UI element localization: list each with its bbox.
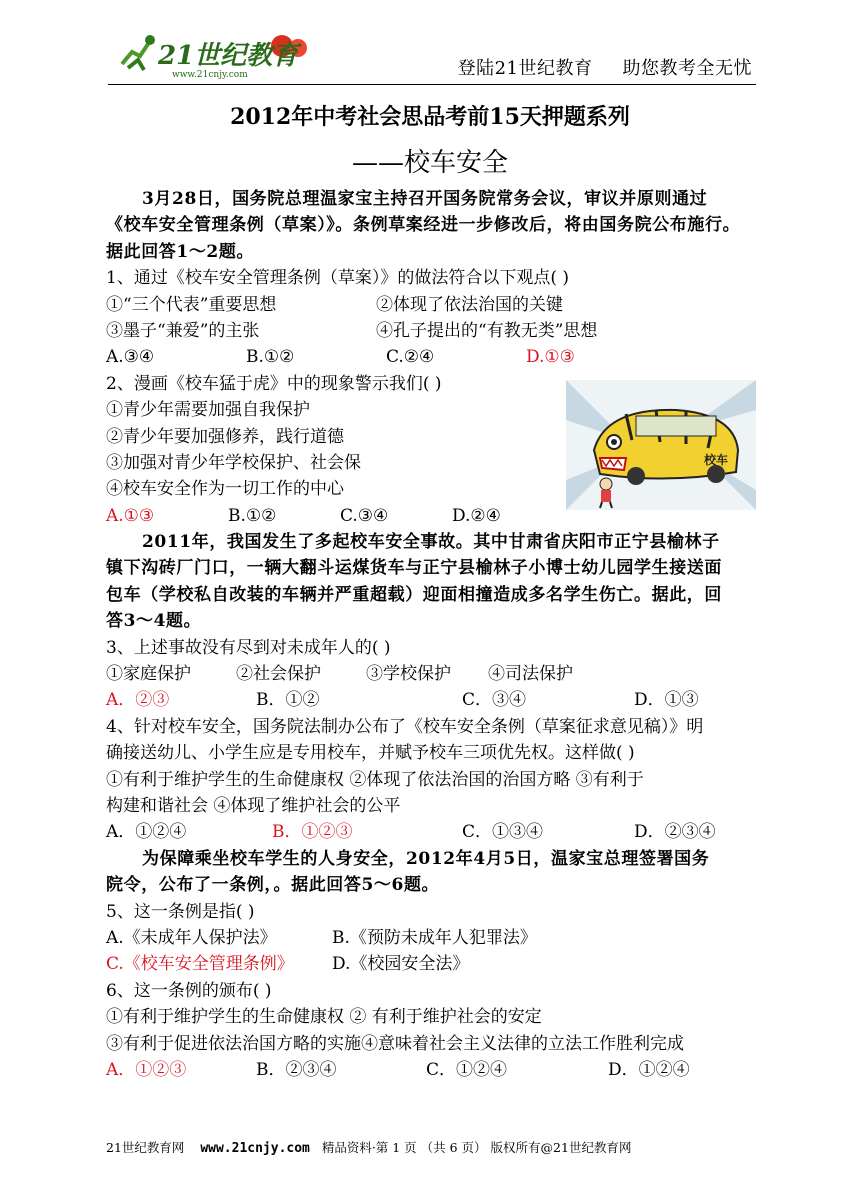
svg-text:校车: 校车 [704,453,729,467]
question-4-line: 4、针对校车安全，国务院法制办公布了《校车安全条例（草案征求意见稿）》明 [106,716,704,737]
q4-option-a: A．①②④ [106,822,187,843]
q2-item: ③加强对青少年学校保护、社会保 [106,452,361,473]
q3-item: ③学校保护 [366,664,451,685]
q1-option-c: C.②④ [386,347,435,368]
page-footer [106,1138,758,1156]
q1-options [106,344,758,370]
header-slogan [458,54,752,80]
q1-option-d-answer: D.①③ [526,347,575,368]
q5-option-b: B.《预防未成年人犯罪法》 [332,927,537,948]
footer-url[interactable]: www.21cnjy.com [200,1141,310,1156]
q3-item: ④司法保护 [488,664,573,685]
q4-options [106,819,758,845]
question-4-line: 确接送幼儿、小学生应是专用校车，并赋予校车三项优先权。这样做( ) [106,743,635,764]
q1-option-b: B.①② [246,347,295,368]
intro2-line: 2011年，我国发生了多起校车安全事故。其中甘肃省庆阳市正宁县榆林子 [142,532,720,553]
q6-option-b: B．②③④ [256,1059,337,1080]
q1-item: ③墨子“兼爱”的主张 [106,320,260,341]
intro3-line: 院令，公布了一条例，。据此回答5～6题。 [106,875,440,896]
q5-option-a: A.《未成年人保护法》 [106,927,277,948]
footer-info: 精品资料·第 1 页 （共 6 页） 版权所有@21世纪教育网 [321,1140,632,1155]
q6-options [106,1057,758,1083]
page-title: 2012年中考社会思品考前15天押题系列 [230,104,630,130]
intro3-line: 为保障乘坐校车学生的人身安全，2012年4月5日，温家宝总理签署国务 [142,848,710,869]
q2-option-a-answer: A.①③ [106,505,155,526]
q5-options-row [106,951,758,977]
q3-items [106,661,758,687]
page-subtitle: ——校车安全 [351,148,508,178]
q5-option-c-answer: C.《校车安全管理条例》 [106,954,294,975]
q5-option-d: D.《校园安全法》 [332,954,470,975]
intro1-line: 3月28日，国务院总理温家宝主持召开国务院常务会议，审议并原则通过 [142,189,708,209]
q3-option-b: B．①② [256,690,320,711]
q4-option-b-answer: B．①②③ [272,822,353,843]
slogan-left: 登陆21世纪教育 [457,58,593,79]
q3-options [106,687,758,713]
q2-option-b: B.①② [228,505,277,526]
q1-option-a: A.③④ [106,347,155,368]
21cnjy-logo [114,30,314,80]
q1-item: ④孔子提出的“有教无类”思想 [376,320,598,341]
document-body [106,186,758,1083]
intro1-line: 《校车安全管理条例（草案）》。条例草案经进一步修改后，将由国务院公布施行。 [106,215,741,236]
svg-text:www.21cnjy.com: www.21cnjy.com [172,70,248,80]
q3-option-d: D．①③ [634,690,699,711]
question-2: 2、漫画《校车猛于虎》中的现象警示我们( ) [106,373,442,394]
q3-item: ①家庭保护 [106,664,191,685]
page-header [108,28,756,85]
q1-item: ②体现了依法治国的关键 [376,294,563,315]
q1-items-row [106,292,758,318]
q6-item: ①有利于维护学生的生命健康权 ② 有利于维护社会的安定 [106,1007,542,1028]
q2-item: ②青少年要加强修养，践行道德 [106,426,344,447]
intro1-line: 据此回答1～2题。 [106,241,255,262]
intro2-line: 答3～4题。 [106,611,202,632]
q6-item: ③有利于促进依法治国方略的实施④意味着社会主义法律的立法工作胜利完成 [106,1033,684,1054]
q4-option-d: D．②③④ [634,822,716,843]
q2-option-c: C.③④ [340,505,389,526]
question-6: 6、这一条例的颁布( ) [106,980,272,1001]
footer-site: 21世纪教育网 [106,1140,185,1155]
intro2-line: 镇下沟砖厂门口，一辆大翻斗运煤货车与正宁县榆林子小博士幼儿园学生接送面 [106,558,722,579]
question-4-line: 构建和谐社会 ④体现了维护社会的公平 [106,795,401,816]
q2-item: ④校车安全作为一切工作的中心 [106,479,344,500]
intro2-line: 包车（学校私自改装的车辆并严重超载）迎面相撞造成多名学生伤亡。据此，回 [106,584,722,605]
q3-item: ②社会保护 [236,664,321,685]
q6-option-a-answer: A．①②③ [106,1059,187,1080]
q1-item: ①“三个代表”重要思想 [106,294,277,315]
school-bus-tiger-cartoon [566,380,756,510]
q5-options-row [106,925,758,951]
svg-text:21世纪教育: 21世纪教育 [158,41,299,71]
question-5: 5、这一条例是指( ) [106,901,255,922]
q2-option-d: D.②④ [452,505,501,526]
slogan-right: 助您教考全无忧 [622,58,752,79]
q1-items-row [106,318,758,344]
q6-option-c: C．①②④ [426,1059,508,1080]
question-1: 1、通过《校车安全管理条例（草案）》的做法符合以下观点( ) [106,268,569,289]
q2-item: ①青少年需要加强自我保护 [106,400,310,421]
q3-option-a-answer: A．②③ [106,690,170,711]
q6-option-d: D．①②④ [608,1059,690,1080]
q3-option-c: C．③④ [462,690,527,711]
question-3: 3、上述事故没有尽到对未成年人的( ) [106,637,391,658]
question-4-line: ①有利于维护学生的生命健康权 ②体现了依法治国的治国方略 ③有利于 [106,769,644,790]
q4-option-c: C．①③④ [462,822,544,843]
